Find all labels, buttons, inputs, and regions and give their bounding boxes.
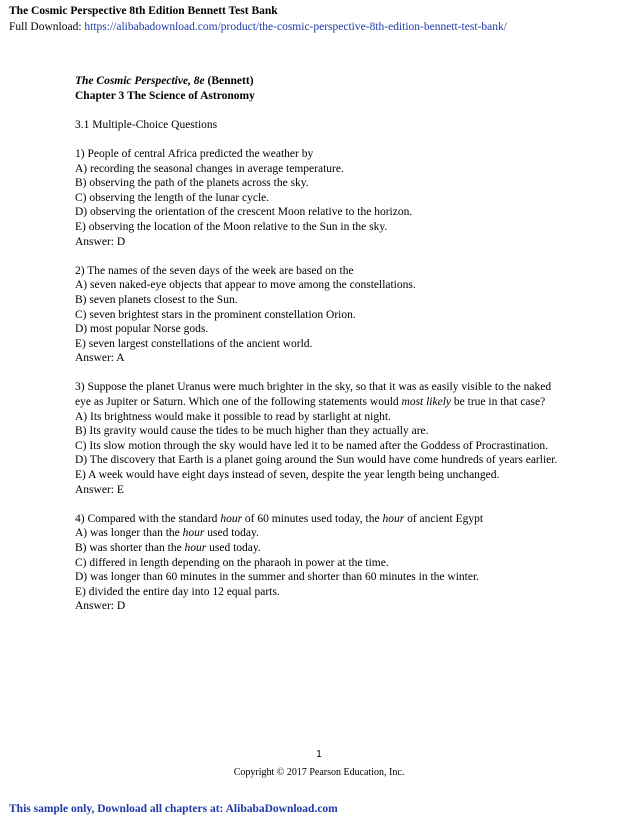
option-d: D) most popular Norse gods. [75, 323, 209, 336]
question-stem: 2) The names of the seven days of the week are based on the [75, 264, 354, 277]
page-number: 1 [316, 749, 322, 760]
stem-emphasis: most likely [401, 396, 452, 409]
banner-download-line [9, 19, 629, 35]
stem-text: of ancient Egypt [404, 512, 484, 525]
option-b: B) observing the path of the planets across the sky. [75, 177, 309, 190]
question-stem [75, 380, 565, 409]
option-text: used today. [204, 527, 259, 540]
question-stem: 1) People of central Africa predicted the weather by [75, 147, 314, 160]
option-a [75, 526, 565, 541]
document-body [75, 74, 565, 614]
option-c: C) observing the length of the lunar cycle. [75, 191, 270, 204]
answer: Answer: A [75, 352, 125, 365]
option-emphasis: hour [184, 542, 207, 554]
download-promo [9, 803, 338, 815]
option-c: C) Its slow motion through the sky would have led it to be named after the Goddess of Procrastination. [75, 439, 549, 452]
option-e: E) seven largest constellations of the ancient world. [75, 337, 313, 350]
copyright-notice: Copyright © 2017 Pearson Education, Inc. [233, 767, 405, 778]
download-link[interactable]: https://alibabadownload.com/product/the-cosmic-perspective-8th-edition-bennett-test-bank/ [84, 21, 507, 33]
question-1 [75, 147, 565, 249]
option-e: E) observing the location of the Moon relative to the Sun in the sky. [75, 220, 388, 233]
stem-text: 3) Suppose the planet Uranus were much brighter in the sky, so that it was as easily visible to the naked eye as Jupiter or Saturn. Which one of the following statements would [75, 381, 552, 409]
stem-emphasis: hour [382, 512, 405, 525]
option-d: D) was longer than 60 minutes in the summer and shorter than 60 minutes in the winter. [75, 571, 480, 584]
stem-emphasis: hour [220, 512, 243, 525]
option-c: C) differed in length depending on the pharaoh in power at the time. [75, 556, 389, 569]
option-text: used today. [206, 542, 261, 554]
option-a: A) seven naked-eye objects that appear to move among the constellations. [75, 279, 416, 292]
option-d: D) observing the orientation of the crescent Moon relative to the horizon. [75, 206, 413, 219]
book-title-line [75, 74, 565, 89]
option-e: E) A week would have eight days instead of seven, despite the year length being unchanged. [75, 469, 500, 482]
question-4 [75, 512, 565, 614]
option-a: A) Its brightness would make it possible to read by starlight at night. [75, 410, 391, 423]
option-c: C) seven brightest stars in the prominent constellation Orion. [75, 308, 356, 321]
book-author: (Bennett) [204, 75, 254, 87]
option-text: B) was shorter than the [75, 542, 185, 554]
answer: Answer: D [75, 235, 126, 248]
option-b: B) Its gravity would cause the tides to be much higher than they actually are. [75, 425, 429, 438]
question-3 [75, 380, 565, 497]
option-b: B) seven planets closest to the Sun. [75, 293, 238, 306]
book-title: The Cosmic Perspective, 8e [75, 75, 205, 87]
stem-text: of 60 minutes used today, the [242, 512, 383, 525]
question-2 [75, 264, 565, 366]
stem-text: 4) Compared with the standard [75, 512, 221, 525]
option-d: D) The discovery that Earth is a planet going around the Sun would have come hundreds of years earlier. [75, 454, 558, 467]
question-stem [75, 512, 565, 527]
promo-text: This sample only, Download all chapters at: [9, 803, 226, 815]
answer: Answer: E [75, 483, 124, 496]
option-text: A) was longer than the [75, 527, 183, 540]
answer: Answer: D [75, 600, 126, 613]
banner-title: The Cosmic Perspective 8th Edition Bennett Test Bank [9, 5, 278, 17]
option-emphasis: hour [182, 527, 205, 540]
download-banner [9, 3, 629, 35]
download-label: Full Download: [9, 21, 85, 33]
option-b [75, 541, 565, 556]
promo-link[interactable]: AlibabaDownload.com [225, 803, 338, 815]
option-a: A) recording the seasonal changes in average temperature. [75, 162, 344, 175]
option-e: E) divided the entire day into 12 equal parts. [75, 585, 280, 598]
chapter-title: Chapter 3 The Science of Astronomy [75, 89, 255, 102]
section-heading: 3.1 Multiple-Choice Questions [75, 118, 218, 131]
stem-text: be true in that case? [451, 396, 546, 409]
